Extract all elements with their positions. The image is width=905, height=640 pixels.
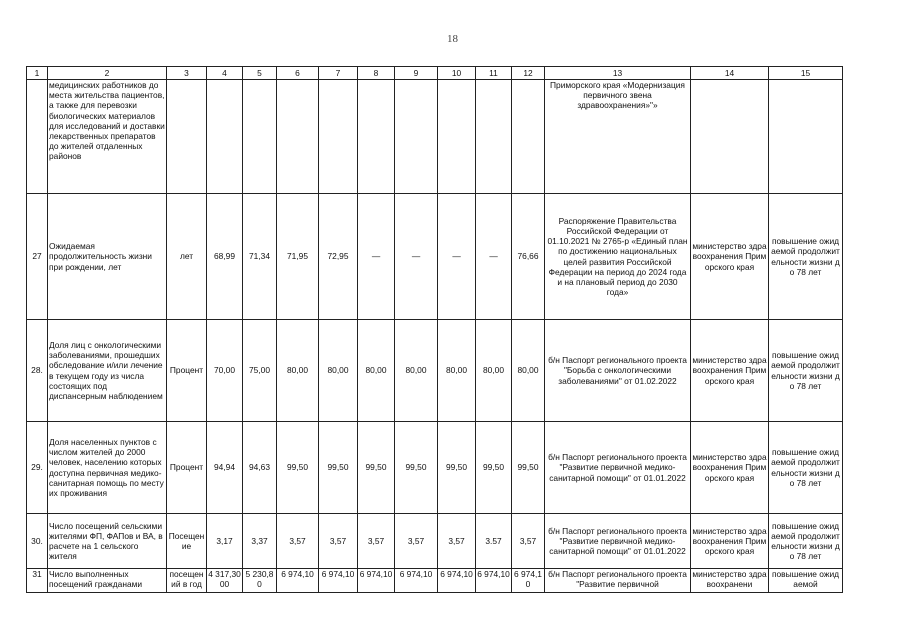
responsible-body: министерство здравоохранения Приморского края [691, 194, 769, 320]
value-cell: 80,00 [277, 320, 319, 422]
responsible-body: министерство здравоохранения Приморского края [691, 320, 769, 422]
document-source: Распоряжение Правительства Российской Федерации от 01.10.2021 № 2765-р «Единый план по достижению национальных целей развития Российской Федерации на период до 2024 года и на плановый период до 2030 года» [545, 194, 691, 320]
value-cell: 70,00 [207, 320, 243, 422]
unit: Процент [167, 320, 207, 422]
value-cell: — [395, 194, 438, 320]
expected-result: повышение ожидаемой продолжительности жизни до 78 лет [769, 422, 843, 514]
col-header: 11 [476, 67, 512, 80]
document-source: б/н Паспорт регионального проекта "Развитие первичной медико-санитарной помощи" от 01.01.2022 [545, 514, 691, 569]
value-cell: 6 974,10 [319, 569, 358, 593]
value-cell: 6 974,10 [438, 569, 476, 593]
col-header: 13 [545, 67, 691, 80]
value-cell: 3,57 [395, 514, 438, 569]
value-cell: 71,34 [243, 194, 277, 320]
indicator-description: медицинских работников до места жительства пациентов, а также для перевозки биологических материалов для исследований и доставки лекарственных препаратов до жителей отдаленных районов [48, 80, 167, 194]
value-cell: 94,63 [243, 422, 277, 514]
value-cell: — [358, 194, 395, 320]
value-cell: 3,57 [319, 514, 358, 569]
value-cell: 99,50 [512, 422, 545, 514]
header-row [27, 67, 843, 80]
value-cell: 80,00 [438, 320, 476, 422]
expected-result: повышение ожидаемой продолжительности жизни до 78 лет [769, 320, 843, 422]
col-header: 1 [27, 67, 48, 80]
value-cell: 99,50 [277, 422, 319, 514]
value-cell: 99,50 [395, 422, 438, 514]
col-header: 4 [207, 67, 243, 80]
value-cell: 6 974,10 [476, 569, 512, 593]
table-row [27, 514, 843, 569]
value-cell: 3,37 [243, 514, 277, 569]
document-source: б/н Паспорт регионального проекта "Развитие первичной [545, 569, 691, 593]
value-cell: 99,50 [438, 422, 476, 514]
row-number: 29. [27, 422, 48, 514]
unit: Посещение [167, 514, 207, 569]
document-source: Приморского края «Модернизация первичного звена здравоохранения»"» [545, 80, 691, 194]
value-cell: 99,50 [358, 422, 395, 514]
row-number: 28. [27, 320, 48, 422]
row-number: 31 [27, 569, 48, 593]
table-row [27, 569, 843, 593]
value-cell: 99,50 [319, 422, 358, 514]
col-header: 6 [277, 67, 319, 80]
value-cell: 3,57 [438, 514, 476, 569]
value-cell: 6 974,10 [395, 569, 438, 593]
col-header: 12 [512, 67, 545, 80]
col-header: 2 [48, 67, 167, 80]
indicator-description: Доля населенных пунктов с числом жителей до 2000 человек, населению которых доступна первичная медико-санитарная помощь по месту их проживания [48, 422, 167, 514]
col-header: 15 [769, 67, 843, 80]
responsible-body: министерство здравоохранения Приморского края [691, 422, 769, 514]
value-cell: 75,00 [243, 320, 277, 422]
indicator-description: Число посещений сельскими жителями ФП, ФАПов и ВА, в расчете на 1 сельского жителя [48, 514, 167, 569]
col-header: 3 [167, 67, 207, 80]
table-row-continuation [27, 80, 843, 194]
value-cell: 72,95 [319, 194, 358, 320]
responsible-body: министерство здравоохранения Приморского края [691, 514, 769, 569]
indicator-description: Доля лиц с онкологическими заболеваниями, прошедших обследование и/или лечение в текущем году из числа состоящих под диспансерным наблюдением [48, 320, 167, 422]
value-cell: 5 230,80 [243, 569, 277, 593]
col-header: 8 [358, 67, 395, 80]
unit: посещений в год [167, 569, 207, 593]
table-row [27, 194, 843, 320]
value-cell: 80,00 [358, 320, 395, 422]
expected-result: повышение ожидаемой [769, 569, 843, 593]
page-number: 18 [447, 33, 458, 45]
col-header: 5 [243, 67, 277, 80]
value-cell: — [476, 194, 512, 320]
unit: лет [167, 194, 207, 320]
value-cell: 76,66 [512, 194, 545, 320]
document-source: б/н Паспорт регионального проекта "Развитие первичной медико-санитарной помощи" от 01.01.2022 [545, 422, 691, 514]
col-header: 9 [395, 67, 438, 80]
value-cell: 3,57 [277, 514, 319, 569]
value-cell: 6 974,10 [512, 569, 545, 593]
indicator-description: Число выполненных посещений гражданами [48, 569, 167, 593]
value-cell: 6 974,10 [358, 569, 395, 593]
value-cell: 80,00 [395, 320, 438, 422]
value-cell: 99,50 [476, 422, 512, 514]
responsible-body: министерство здравоохранени [691, 569, 769, 593]
value-cell: 3.57 [476, 514, 512, 569]
value-cell: 68,99 [207, 194, 243, 320]
value-cell: 4 317,3000 [207, 569, 243, 593]
col-header: 14 [691, 67, 769, 80]
expected-result: повышение ожидаемой продолжительности жизни до 78 лет [769, 514, 843, 569]
value-cell: 3,57 [358, 514, 395, 569]
value-cell: 71,95 [277, 194, 319, 320]
document-source: б/н Паспорт регионального проекта "Борьба с онкологическими заболеваниями" от 01.02.2022 [545, 320, 691, 422]
value-cell: — [438, 194, 476, 320]
value-cell: 80,00 [476, 320, 512, 422]
value-cell: 3,57 [512, 514, 545, 569]
row-number: 27 [27, 194, 48, 320]
value-cell: 80,00 [512, 320, 545, 422]
unit: Процент [167, 422, 207, 514]
indicator-description: Ожидаемая продолжительность жизни при рождении, лет [48, 194, 167, 320]
value-cell: 80,00 [319, 320, 358, 422]
row-number: 30. [27, 514, 48, 569]
col-header: 7 [319, 67, 358, 80]
value-cell: 6 974,10 [277, 569, 319, 593]
expected-result: повышение ожидаемой продолжительности жизни до 78 лет [769, 194, 843, 320]
table-row [27, 422, 843, 514]
value-cell: 3,17 [207, 514, 243, 569]
table-row [27, 320, 843, 422]
value-cell: 94,94 [207, 422, 243, 514]
indicators-table [26, 66, 843, 593]
col-header: 10 [438, 67, 476, 80]
